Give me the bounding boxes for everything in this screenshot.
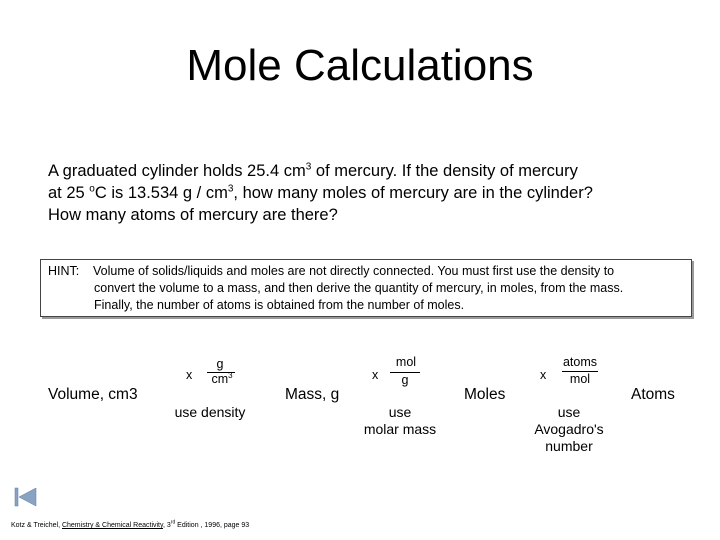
- first-slide-icon: [14, 487, 38, 507]
- step-note-density: use density: [174, 404, 246, 420]
- question-text: [48, 160, 688, 226]
- question-line-2: at 25 $^o$C is 13.534 g / $cm^3$, how many moles of mercury are in the cylinder?: [48, 183, 593, 202]
- first-slide-button[interactable]: [14, 487, 38, 507]
- citation: Kotz & Treichel, Chemistry & Chemical Reactivity, 3rd Edition , 1996, page 93: [11, 519, 250, 529]
- step-note-avogadro: use Avogadro's number: [534, 404, 604, 454]
- hint-label: HINT:: [48, 264, 80, 278]
- conversion-factor-density: [186, 357, 266, 391]
- multiply-sign: x: [186, 368, 193, 382]
- question-line-1: A graduated cylinder holds 25.4 $cm^3$ of mercury. If the density of mercury: [48, 161, 578, 180]
- hint-line-3: Finally, the number of atoms is obtained from the number of moles.: [94, 298, 465, 312]
- numerator: mol: [395, 355, 417, 369]
- multiply-sign: x: [540, 368, 547, 382]
- step-note-molar-mass: use molar mass: [363, 404, 437, 437]
- question-line-3: How many atoms of mercury are there?: [48, 206, 338, 224]
- denominator: g: [401, 373, 409, 387]
- node-atoms: Atoms: [631, 386, 675, 403]
- node-mass: Mass, g: [285, 386, 340, 403]
- node-moles: Moles: [464, 386, 506, 403]
- node-volume: Volume, cm3: [48, 386, 138, 403]
- conversion-factor-avogadro: [540, 355, 610, 389]
- numerator: g: [216, 357, 224, 371]
- citation-book-title: Chemistry & Chemical Reactivity: [61, 522, 163, 529]
- numerator: atoms: [562, 355, 598, 369]
- denominator: mol: [569, 372, 591, 386]
- slide-title: Mole Calculations: [186, 41, 534, 90]
- conversion-factor-molar-mass: [372, 355, 432, 389]
- hint-box: [40, 259, 692, 317]
- hint-line-1: Volume of solids/liquids and moles are not directly connected. You must first use the density to: [93, 264, 615, 278]
- denominator: $cm^3$: [211, 370, 233, 386]
- multiply-sign: x: [372, 368, 379, 382]
- hint-line-2: convert the volume to a mass, and then derive the quantity of mercury, in moles, from the mass.: [94, 281, 624, 295]
